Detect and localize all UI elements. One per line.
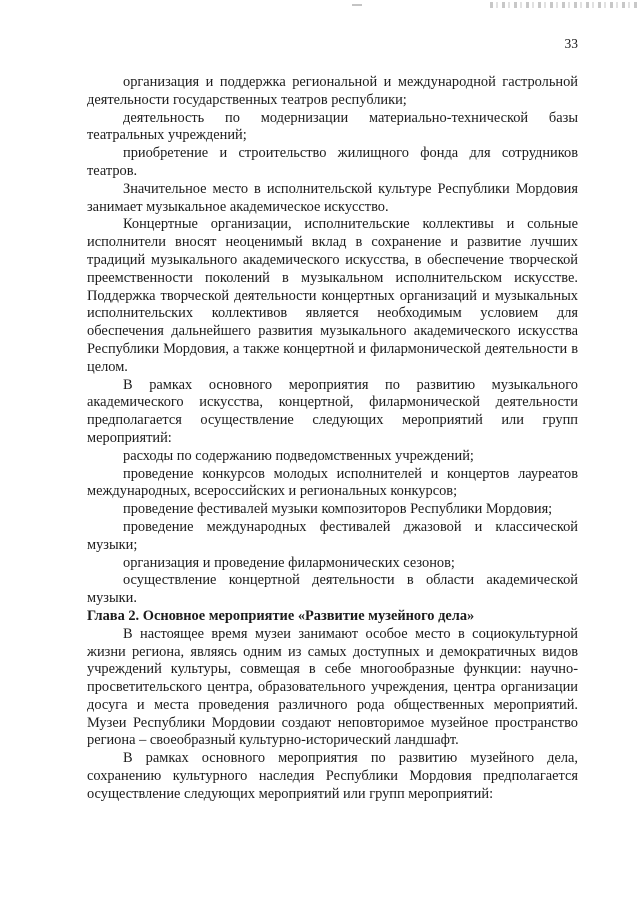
paragraph: Значительное место в исполнительской культуре Республики Мордовия занимает музыкальное академическое искусство. — [87, 180, 578, 215]
list-item: организация и проведение филармонических сезонов; — [123, 554, 455, 571]
list-item: расходы по содержанию подведомственных учреждений; — [123, 447, 474, 464]
paragraph: В рамках основного мероприятия по развитию музыкального академического искусства, концертной, филармонической деятельности предполагается осуществление следующих мероприятий или групп мероприятий: — [87, 376, 578, 446]
paragraph: деятельность по модернизации материально-технической базы театральных учреждений; — [87, 109, 578, 144]
paragraph: В рамках основного мероприятия по развитию музейного дела, сохранению культурного наследия Республики Мордовия предполагается осуществление следующих мероприятий или групп мероприятий: — [87, 750, 578, 802]
chapter-heading: Глава 2. Основное мероприятие «Развитие музейного дела» — [87, 607, 475, 624]
scan-artifact-marks — [490, 2, 638, 8]
document-body — [87, 74, 578, 804]
list-item: проведение конкурсов молодых исполнителей и концертов лауреатов международных, всероссийских и региональных конкурсов; — [87, 465, 578, 500]
paragraph: Концертные организации, исполнительские коллективы и сольные исполнители вносят неоценимый вклад в сохранение и развитие лучших традиций музыкального академического искусства, в обеспечение творческой преемственности поколений в музыкальном исполнительском искусстве. Поддержка творческой деятельности концертных организаций и музыкальных исполнительских коллективов является необходимым условием для обеспечения дальнейшего развития музыкального академического искусства Республики Мордовия, а также концертной и филармонической деятельности в целом. — [87, 216, 578, 375]
list-item: проведение фестивалей музыки композиторов Республики Мордовия; — [123, 501, 553, 518]
paragraph: приобретение и строительство жилищного фонда для сотрудников театров. — [87, 145, 578, 179]
page-number: 33 — [564, 36, 578, 51]
scan-artifact-dot — [352, 4, 362, 6]
list-item: осуществление концертной деятельности в области академической музыки. — [87, 572, 578, 607]
paragraph: В настоящее время музеи занимают особое место в социокультурной жизни региона, являясь одним из самых доступных и демократичных видов учреждений культуры, совмещая в себе многообразные функции: научно-просветительского центра, образовательного учреждения, центра организации досуга и места проведения различного рода общественных мероприятий. Музеи Республики Мордовии создают неповторимое музейное пространство региона – своеобразный культурно-исторический ландшафт. — [87, 625, 578, 749]
list-item: проведение международных фестивалей джазовой и классической музыки; — [87, 518, 578, 553]
paragraph: организация и поддержка региональной и международной гастрольной деятельности государственных театров республики; — [87, 74, 578, 108]
